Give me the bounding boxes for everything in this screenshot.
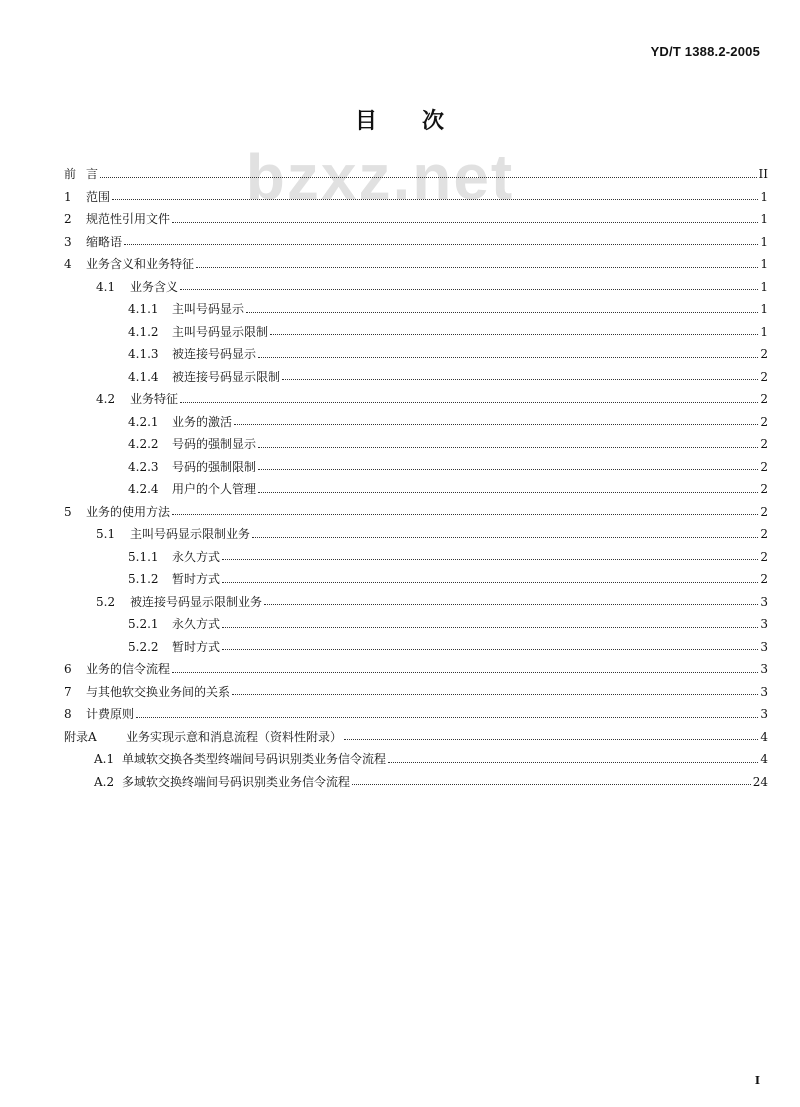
toc-entry[interactable] (64, 231, 768, 254)
dot-leader (124, 244, 758, 245)
toc-entry-page: 3 (760, 662, 768, 676)
dot-leader (100, 177, 757, 178)
toc-entry-page: 1 (760, 212, 768, 226)
toc-entry[interactable] (64, 726, 768, 749)
dot-leader (258, 357, 758, 358)
toc-entry[interactable] (64, 456, 768, 479)
table-of-contents (64, 163, 768, 793)
toc-entry-page: 3 (760, 639, 768, 654)
toc-entry-number: 前 (64, 167, 77, 181)
toc-entry-label: 业务实现示意和消息流程（资料性附录） (126, 729, 343, 744)
toc-entry[interactable] (64, 298, 768, 321)
dot-leader (222, 627, 758, 628)
toc-entry-number: 5.1.1 (128, 549, 159, 564)
toc-entry[interactable] (64, 276, 768, 299)
toc-entry-page: 2 (760, 482, 768, 496)
toc-entry-number: 1 (64, 189, 72, 204)
toc-entry-label: 永久方式 (172, 549, 221, 564)
toc-entry-label: 暂时方式 (172, 639, 221, 654)
toc-entry[interactable] (64, 591, 768, 614)
toc-entry-number: 5.2.2 (128, 639, 159, 654)
toc-entry-page: 2 (760, 414, 768, 429)
toc-entry-page: 2 (760, 504, 768, 519)
toc-entry-label: 主叫号码显示限制业务 (130, 527, 251, 541)
toc-entry-number: 5.1.2 (128, 572, 159, 586)
toc-entry-number: 4.2.4 (128, 482, 159, 496)
toc-entry-number: 2 (64, 212, 72, 226)
toc-entry[interactable] (64, 186, 768, 209)
toc-entry[interactable] (64, 658, 768, 681)
toc-entry-label: 规范性引用文件 (86, 212, 171, 226)
toc-entry-page: 1 (760, 324, 768, 339)
dot-leader (172, 514, 758, 515)
dot-leader (222, 582, 758, 583)
dot-leader (344, 739, 758, 740)
toc-entry-page: 1 (760, 234, 768, 249)
toc-entry-label: 单域软交换各类型终端间号码识别类业务信令流程 (122, 752, 387, 766)
dot-leader (246, 312, 758, 313)
toc-entry-label: 业务的使用方法 (86, 504, 171, 519)
toc-entry[interactable] (64, 343, 768, 366)
toc-entry[interactable] (64, 411, 768, 434)
toc-title-char-1: 目 (354, 108, 378, 134)
toc-entry-number: 4.2.3 (128, 459, 159, 474)
dot-leader (270, 334, 758, 335)
toc-entry[interactable] (64, 388, 768, 411)
toc-entry-page: 4 (760, 729, 768, 744)
dot-leader (180, 402, 758, 403)
toc-entry-label: 计费原则 (86, 707, 135, 721)
toc-entry-page: 1 (760, 257, 768, 271)
toc-entry-page: 3 (760, 684, 768, 699)
toc-entry-label: 多域软交换终端间号码识别类业务信令流程 (122, 774, 351, 789)
toc-entry-label: 业务特征 (130, 392, 179, 406)
toc-entry-number: 4 (64, 257, 72, 271)
watermark: bzxz.net (245, 141, 515, 213)
document-code: YD/T 1388.2-2005 (650, 44, 760, 59)
toc-entry-page: 3 (760, 707, 768, 721)
toc-entry[interactable] (64, 568, 768, 591)
toc-entry[interactable] (64, 748, 768, 771)
toc-entry-label: 被连接号码显示限制业务 (130, 594, 263, 609)
toc-entry-number: 6 (64, 662, 72, 676)
dot-leader (234, 424, 758, 425)
toc-entry-number: 4.1.4 (128, 369, 159, 384)
dot-leader (196, 267, 758, 268)
dot-leader (258, 469, 758, 470)
toc-entry[interactable] (64, 478, 768, 501)
toc-entry-page: II (758, 167, 768, 181)
toc-entry-label: 被连接号码显示限制 (172, 369, 281, 384)
toc-entry[interactable] (64, 501, 768, 524)
toc-entry-label: 号码的强制显示 (172, 437, 257, 451)
dot-leader (252, 537, 758, 538)
toc-entry-page: 1 (760, 189, 768, 204)
toc-entry-number: 4.1 (96, 279, 116, 294)
toc-entry[interactable] (64, 366, 768, 389)
toc-entry-number: 4.2 (96, 392, 116, 406)
toc-entry[interactable] (64, 613, 768, 636)
toc-entry-label: 主叫号码显示限制 (172, 324, 269, 339)
toc-entry-label: 与其他软交换业务间的关系 (86, 684, 231, 699)
toc-entry-label: 业务含义和业务特征 (86, 257, 195, 271)
toc-entry-page: 2 (760, 527, 768, 541)
toc-entry[interactable] (64, 321, 768, 344)
dot-leader (258, 447, 758, 448)
toc-entry[interactable] (64, 253, 768, 276)
page-number: I (754, 1074, 760, 1087)
dot-leader (258, 492, 758, 493)
toc-entry-number: 4.1.3 (128, 347, 159, 361)
dot-leader (222, 649, 758, 650)
dot-leader (172, 672, 758, 673)
toc-entry-page: 2 (760, 347, 768, 361)
toc-entry-label: 暂时方式 (172, 572, 221, 586)
dot-leader (180, 289, 758, 290)
toc-entry-page: 2 (760, 549, 768, 564)
dot-leader (352, 784, 751, 785)
dot-leader (388, 762, 758, 763)
toc-entry-number: 4.2.1 (128, 414, 159, 429)
dot-leader (232, 694, 758, 695)
toc-entry-page: 3 (760, 617, 768, 631)
toc-title (0, 104, 800, 135)
toc-entry-page: 2 (760, 572, 768, 586)
toc-entry-label: 范围 (86, 189, 111, 204)
toc-entry-page: 4 (760, 752, 768, 766)
toc-entry-page: 2 (760, 437, 768, 451)
toc-entry-number: 3 (64, 234, 72, 249)
toc-entry-label: 言 (86, 167, 99, 181)
toc-entry-number: 4.1.1 (128, 302, 159, 316)
toc-entry-label: 缩略语 (86, 234, 123, 249)
toc-entry-page: 24 (752, 774, 768, 789)
dot-leader (172, 222, 758, 223)
dot-leader (112, 199, 758, 200)
toc-entry-label: 被连接号码显示 (172, 347, 257, 361)
dot-leader (282, 379, 758, 380)
toc-entry[interactable] (64, 636, 768, 659)
dot-leader (136, 717, 758, 718)
toc-entry[interactable] (64, 208, 768, 231)
toc-entry-number: 4.2.2 (128, 437, 159, 451)
toc-entry-label: 号码的强制限制 (172, 459, 257, 474)
toc-entry-label: 用户的个人管理 (172, 482, 257, 496)
toc-entry[interactable] (64, 703, 768, 726)
toc-entry-number: 4.1.2 (128, 324, 159, 339)
toc-entry-label: 业务的激活 (172, 414, 233, 429)
toc-entry-label: 永久方式 (172, 617, 221, 631)
toc-entry[interactable] (64, 771, 768, 794)
toc-entry-page: 2 (760, 369, 768, 384)
dot-leader (222, 559, 758, 560)
toc-entry[interactable] (64, 523, 768, 546)
toc-entry-page: 1 (760, 302, 768, 316)
toc-entry-number: 附录A (64, 729, 97, 744)
toc-entry-number: 5.1 (96, 527, 116, 541)
toc-entry-page: 2 (760, 459, 768, 474)
dot-leader (264, 604, 758, 605)
toc-entry-label: 主叫号码显示 (172, 302, 245, 316)
toc-entry[interactable] (64, 681, 768, 704)
toc-entry-number: A.2 (94, 774, 115, 789)
toc-entry-number: A.1 (94, 752, 115, 766)
toc-entry[interactable] (64, 433, 768, 456)
toc-entry-number: 7 (64, 684, 72, 699)
toc-entry-label: 业务含义 (130, 279, 179, 294)
toc-entry-number: 5 (64, 504, 72, 519)
toc-entry-number: 5.2.1 (128, 617, 159, 631)
toc-entry[interactable] (64, 163, 768, 186)
toc-entry-page: 2 (760, 392, 768, 406)
toc-entry-page: 3 (760, 594, 768, 609)
toc-entry-number: 8 (64, 707, 72, 721)
toc-entry-label: 业务的信令流程 (86, 662, 171, 676)
toc-entry[interactable] (64, 546, 768, 569)
toc-entry-page: 1 (760, 279, 768, 294)
toc-title-char-2: 次 (422, 108, 446, 134)
toc-entry-number: 5.2 (96, 594, 116, 609)
